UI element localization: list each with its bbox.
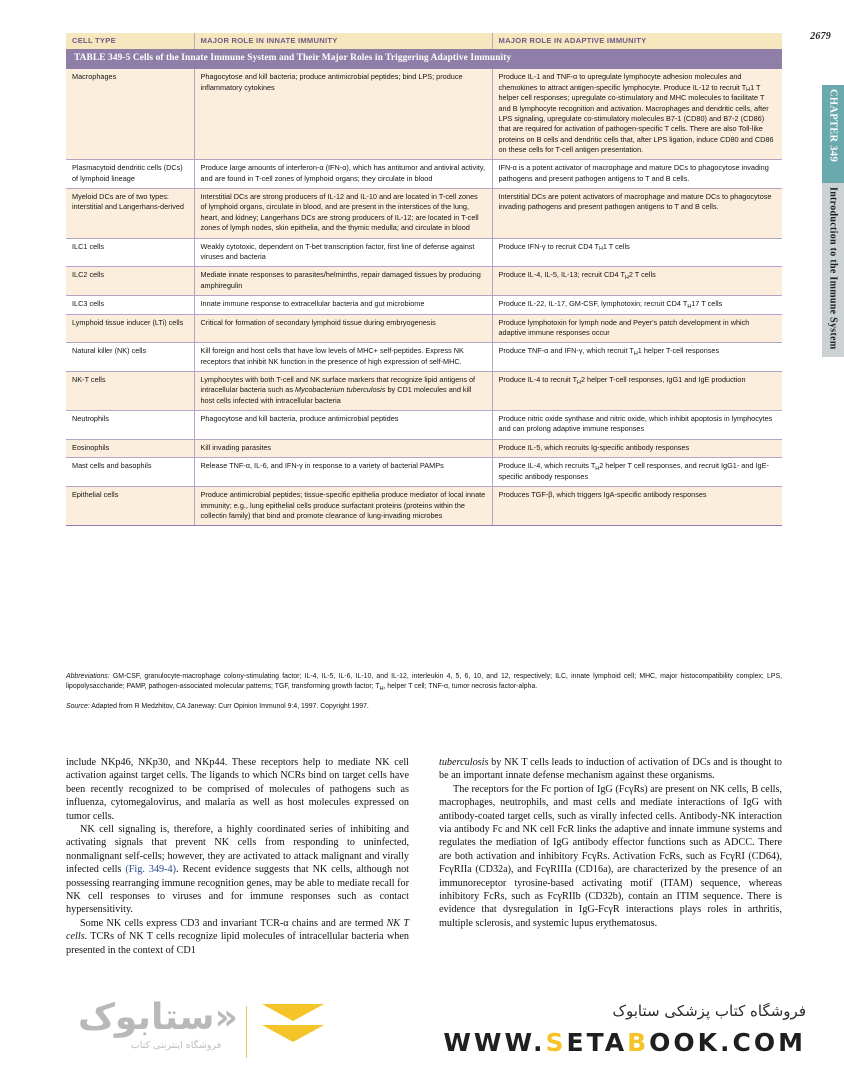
term-emphasis: NK T cells — [66, 917, 409, 943]
body-text-columns — [66, 756, 782, 957]
innate-role: Kill foreign and host cells that have low levels of MHC+ self-peptides. Express NK receptors that inhibit NK function in the presence of high expression of self-MHC. — [194, 343, 492, 372]
column-header-innate: MAJOR ROLE IN INNATE IMMUNITY — [194, 33, 492, 49]
cell-type: ILC3 cells — [66, 295, 194, 314]
table-footnotes — [66, 672, 782, 712]
table-row — [66, 314, 782, 343]
right-text-column — [439, 756, 782, 957]
cell-type: NK-T cells — [66, 372, 194, 411]
chapter-title-block — [822, 183, 844, 357]
column-header-adaptive: MAJOR ROLE IN ADAPTIVE IMMUNITY — [492, 33, 782, 49]
table-column-headers — [66, 33, 782, 49]
paragraph — [66, 917, 409, 957]
adaptive-role: Produces TGF-β, which triggers IgA-specific antibody responses — [492, 487, 782, 526]
paragraph: include NKp46, NKp30, and NKp44. These receptors help to mediate NK cell activation against target cells. The ligands to which NCRs bind on target cells have been recently recognized to be comprised of molecules of pathogens such as influenza, cytomegalovirus, and malaria as well as host molecules expressed on tumor cells. — [66, 757, 409, 822]
header-row — [66, 33, 782, 49]
innate-role: Produce antimicrobial peptides; tissue-specific epithelia produce mediator of local innate immunity; e.g., lung epithelial cells produce surfactant proteins (proteins within the collectin family) that bind and promote clearance of lung-invading microbes — [194, 487, 492, 526]
table-row — [66, 160, 782, 189]
table-row — [66, 69, 782, 160]
cell-type: Eosinophils — [66, 439, 194, 457]
table-row — [66, 343, 782, 372]
paragraph-text-b: by NK T cells leads to induction of activation of DCs and is thought to be an important innate defense mechanism against these organisms. — [439, 757, 782, 782]
adaptive-role: Produce IL-4, IL-5, IL-13; recruit CD4 $T_H2$ T cells — [492, 267, 782, 296]
innate-role: Critical for formation of secondary lymphoid tissue during embryogenesis — [194, 314, 492, 343]
figure-reference-link[interactable]: (Fig. 349-4) — [125, 864, 177, 876]
term-emphasis: tuberculosis — [439, 757, 489, 768]
table-row — [66, 267, 782, 296]
chapter-number-block — [822, 85, 844, 183]
table-caption: TABLE 349-5 Cells of the Innate Immune System and Their Major Roles in Triggering Adaptive Immunity — [66, 49, 782, 68]
table-row — [66, 439, 782, 457]
table-caption-row — [66, 49, 782, 68]
adaptive-role: Produce IL-4 to recruit $T_H2$ helper T-cell responses, IgG1 and IgE production — [492, 372, 782, 411]
cell-type: Myeloid DCs are of two types: interstitial and Langerhans-derived — [66, 189, 194, 238]
abbreviations-text: GM-CSF, granulocyte-macrophage colony-stimulating factor; IL-4, IL-5, IL-6, IL-10, and IL-12, interleukin 4, 5, 6, 10, and 12, respectively; ILC, innate lymphoid cell; MHC, major histocompatibility complex; LPS, lipopolysaccharide; PAMP, pathogen-associated molecular patterns; TGF, transforming growth factor; $T_H$, helper T cell; TNF-α, tumor necrosis factor-alpha. — [66, 673, 782, 693]
watermark-tagline: فروشگاه کتاب پزشکی ستابوک — [612, 1002, 806, 1020]
chapter-number-label: CHAPTER 349 — [827, 89, 839, 163]
adaptive-role: Produce IL-5, which recruits Ig-specific antibody responses — [492, 439, 782, 457]
adaptive-role: Interstitial DCs are potent activators of macrophage and mature DCs to phagocytose invading pathogens and present pathogen antigens to T and B cells. — [492, 189, 782, 238]
adaptive-role: IFN-α is a potent activator of macrophage and mature DCs to phagocytose invading pathogens and present pathogen antigens to T and B cells. — [492, 160, 782, 189]
adaptive-role: Produce IFN-γ to recruit CD4 $T_H1$ T cells — [492, 238, 782, 267]
innate-role: Kill invading parasites — [194, 439, 492, 457]
innate-role: Produce large amounts of interferon-α (IFN-α), which has antitumor and antiviral activity, and are found in T-cell zones of lymphoid organs; they circulate in blood — [194, 160, 492, 189]
cell-type: Neutrophils — [66, 411, 194, 440]
setabook-logo-subtitle: فروشگاه اینترنتی کتاب — [130, 1040, 222, 1051]
setabook-logo-wordmark: «ستابوک — [78, 997, 238, 1038]
cell-type: Lymphoid tissue inducer (LTi) cells — [66, 314, 194, 343]
source-label: Source: — [66, 702, 90, 710]
paragraph-text-a: Some NK cells express CD3 and invariant TCR-α chains and are termed — [80, 917, 387, 929]
adaptive-role: Produce TNF-α and IFN-γ, which recruit $T_H1$ helper T-cell responses — [492, 343, 782, 372]
table-row — [66, 238, 782, 267]
page-number: 2679 — [810, 31, 831, 42]
abbreviations-label: Abbreviations: — [66, 673, 110, 680]
innate-role: Release TNF-α, IL-6, and IFN-γ in response to a variety of bacterial PAMPs — [194, 458, 492, 487]
innate-role: Innate immune response to extracellular bacteria and gut microbiome — [194, 295, 492, 314]
watermark-logo-group — [78, 997, 238, 1038]
paragraph: The receptors for the Fc portion of IgG (FcγRs) are present on NK cells, B cells, macrophages, neutrophils, and mast cells and mediate interactions of IgG with antibody-coated target cells, such as virally infected cells. Antibody-NK interaction via antibody Fc and NK cell FcR links the adaptive and innate immune systems and regulates the mediation of IgG antibody effector functions such as ADCC. There are both activation and inhibitory FcγRs. Activation FcRs, such as FcγRI (CD64), FcγRIIa (CD32a), and FcγRIIIa (CD16a), are characterized by the presence of an immunoreceptor tyrosine-based activating motif (ITAM) sequence, whereas inhibitory FcRs, such as FcγRIIb (CD32b), contain an ITIM sequence. There is evidence that dysregulation in IgG-FcγR interactions plays roles in arthritis, multiple sclerosis, and systemic lupus erythematosus. — [439, 783, 782, 929]
table-row — [66, 458, 782, 487]
cell-type: Mast cells and basophils — [66, 458, 194, 487]
adaptive-role: Produce IL-22, IL-17, GM-CSF, lymphotoxin; recruit CD4 $T_H17$ T cells — [492, 295, 782, 314]
paragraph-text-b: . Recent evidence suggests that NK cells, although not possessing rearranging immune recognition genes, may be able to mediate recall for NK cell responses to viruses and for immune responses such as contact hypersensitivity. — [66, 864, 409, 916]
watermark-text-group — [443, 1002, 806, 1057]
column-header-cell-type: CELL TYPE — [66, 33, 194, 49]
abbreviations-note — [66, 672, 782, 693]
cell-type: Natural killer (NK) cells — [66, 343, 194, 372]
table-row — [66, 189, 782, 238]
innate-role: Weakly cytotoxic, dependent on T-bet transcription factor, first line of defense against viruses and bacteria — [194, 238, 492, 267]
innate-role: Phagocytose and kill bacteria, produce antimicrobial peptides — [194, 411, 492, 440]
table-container — [66, 33, 782, 526]
chapter-title-label: Introduction to the Immune System — [827, 187, 839, 350]
watermark-band — [0, 987, 844, 1080]
cell-type: Macrophages — [66, 69, 194, 160]
adaptive-role: Produce IL-1 and TNF-α to upregulate lymphocyte adhesion molecules and chemokines to attract antigen-specific lymphocyte. Produce IL-12 to recruit $T_H1$ T helper cell responses; upregulate co-stimulatory and MHC molecules to facilitate T and B lymphocyte recognition and activation. Macrophages and dendritic cells, after LPS signaling, upregulate co-stimulatory molecules B7-1 (CD80) and B7-2 (CD86) that are required for activation of pathogen-specific T cells. There are also Toll-like proteins on B cells and dendritic cells that, after LPS ligation, induce CD80 and CD86 on these cells for T-cell antigen presentation. — [492, 69, 782, 160]
innate-role: Mediate innate responses to parasites/helminths, repair damaged tissues by producing amphiregulin — [194, 267, 492, 296]
source-note — [66, 702, 782, 712]
watermark-divider — [246, 1006, 247, 1058]
paragraph — [439, 756, 782, 783]
table-body — [66, 69, 782, 526]
table-row — [66, 411, 782, 440]
adaptive-role: Produce nitric oxide synthase and nitric oxide, which inhibit apoptosis in lymphocytes and can prolong adaptive immune responses — [492, 411, 782, 440]
table-row — [66, 487, 782, 526]
table-row — [66, 372, 782, 411]
table-row — [66, 295, 782, 314]
paragraph-text-b: . TCRs of NK T cells recognize lipid molecules of intracellular bacteria when presented in the context of CD1 — [66, 931, 409, 956]
source-text: Adapted from R Medzhitov, CA Janeway: Curr Opinion Immunol 9:4, 1997. Copyright 1997. — [89, 702, 369, 710]
watermark-fade — [0, 970, 844, 988]
innate-role: Interstitial DCs are strong producers of IL-12 and IL-10 and are located in T-cell zones of lymphoid organs, circulate in blood, and are present in the interstices of the lung, heart, and kidney; Langerhans DCs are strong producers of IL-12; are located in T-cell zones of lymph nodes, skin epithelia, and the thymic medulla; and circulate in blood — [194, 189, 492, 238]
left-text-column — [66, 756, 409, 957]
innate-role: Lymphocytes with both T-cell and NK surface markers that recognize lipid antigens of intracellular bacteria such as Mycobacterium tuberculosis by CD1 molecules and kill host cells infected with intracellular bacteria — [194, 372, 492, 411]
cell-type: Epithelial cells — [66, 487, 194, 526]
paragraph-text-a: NK cell signaling is, therefore, a highly coordinated series of inhibiting and activating signals that prevent NK cells from responding to uninfected, nonmalignant self-cells; however, they are activated to attack malignant and virally infected cells — [66, 824, 409, 876]
innate-immune-cells-table — [66, 33, 782, 526]
cell-type: Plasmacytoid dendritic cells (DCs) of lymphoid lineage — [66, 160, 194, 189]
watermark-url[interactable]: WWW.SETABOOK.COM — [443, 1028, 806, 1057]
adaptive-role: Produce IL-4, which recruits $T_H2$ helper T cell responses, and recruit IgG1- and IgE-specific antibody responses — [492, 458, 782, 487]
innate-role: Phagocytose and kill bacteria; produce antimicrobial peptides; bind LPS; produce inflammatory cytokines — [194, 69, 492, 160]
chevron-icon — [262, 1004, 324, 1062]
paragraph — [66, 823, 409, 917]
chapter-side-tab — [822, 85, 844, 357]
cell-type: ILC1 cells — [66, 238, 194, 267]
adaptive-role: Produce lymphotoxin for lymph node and Peyer's patch development in which adaptive immune responses occur — [492, 314, 782, 343]
cell-type: ILC2 cells — [66, 267, 194, 296]
